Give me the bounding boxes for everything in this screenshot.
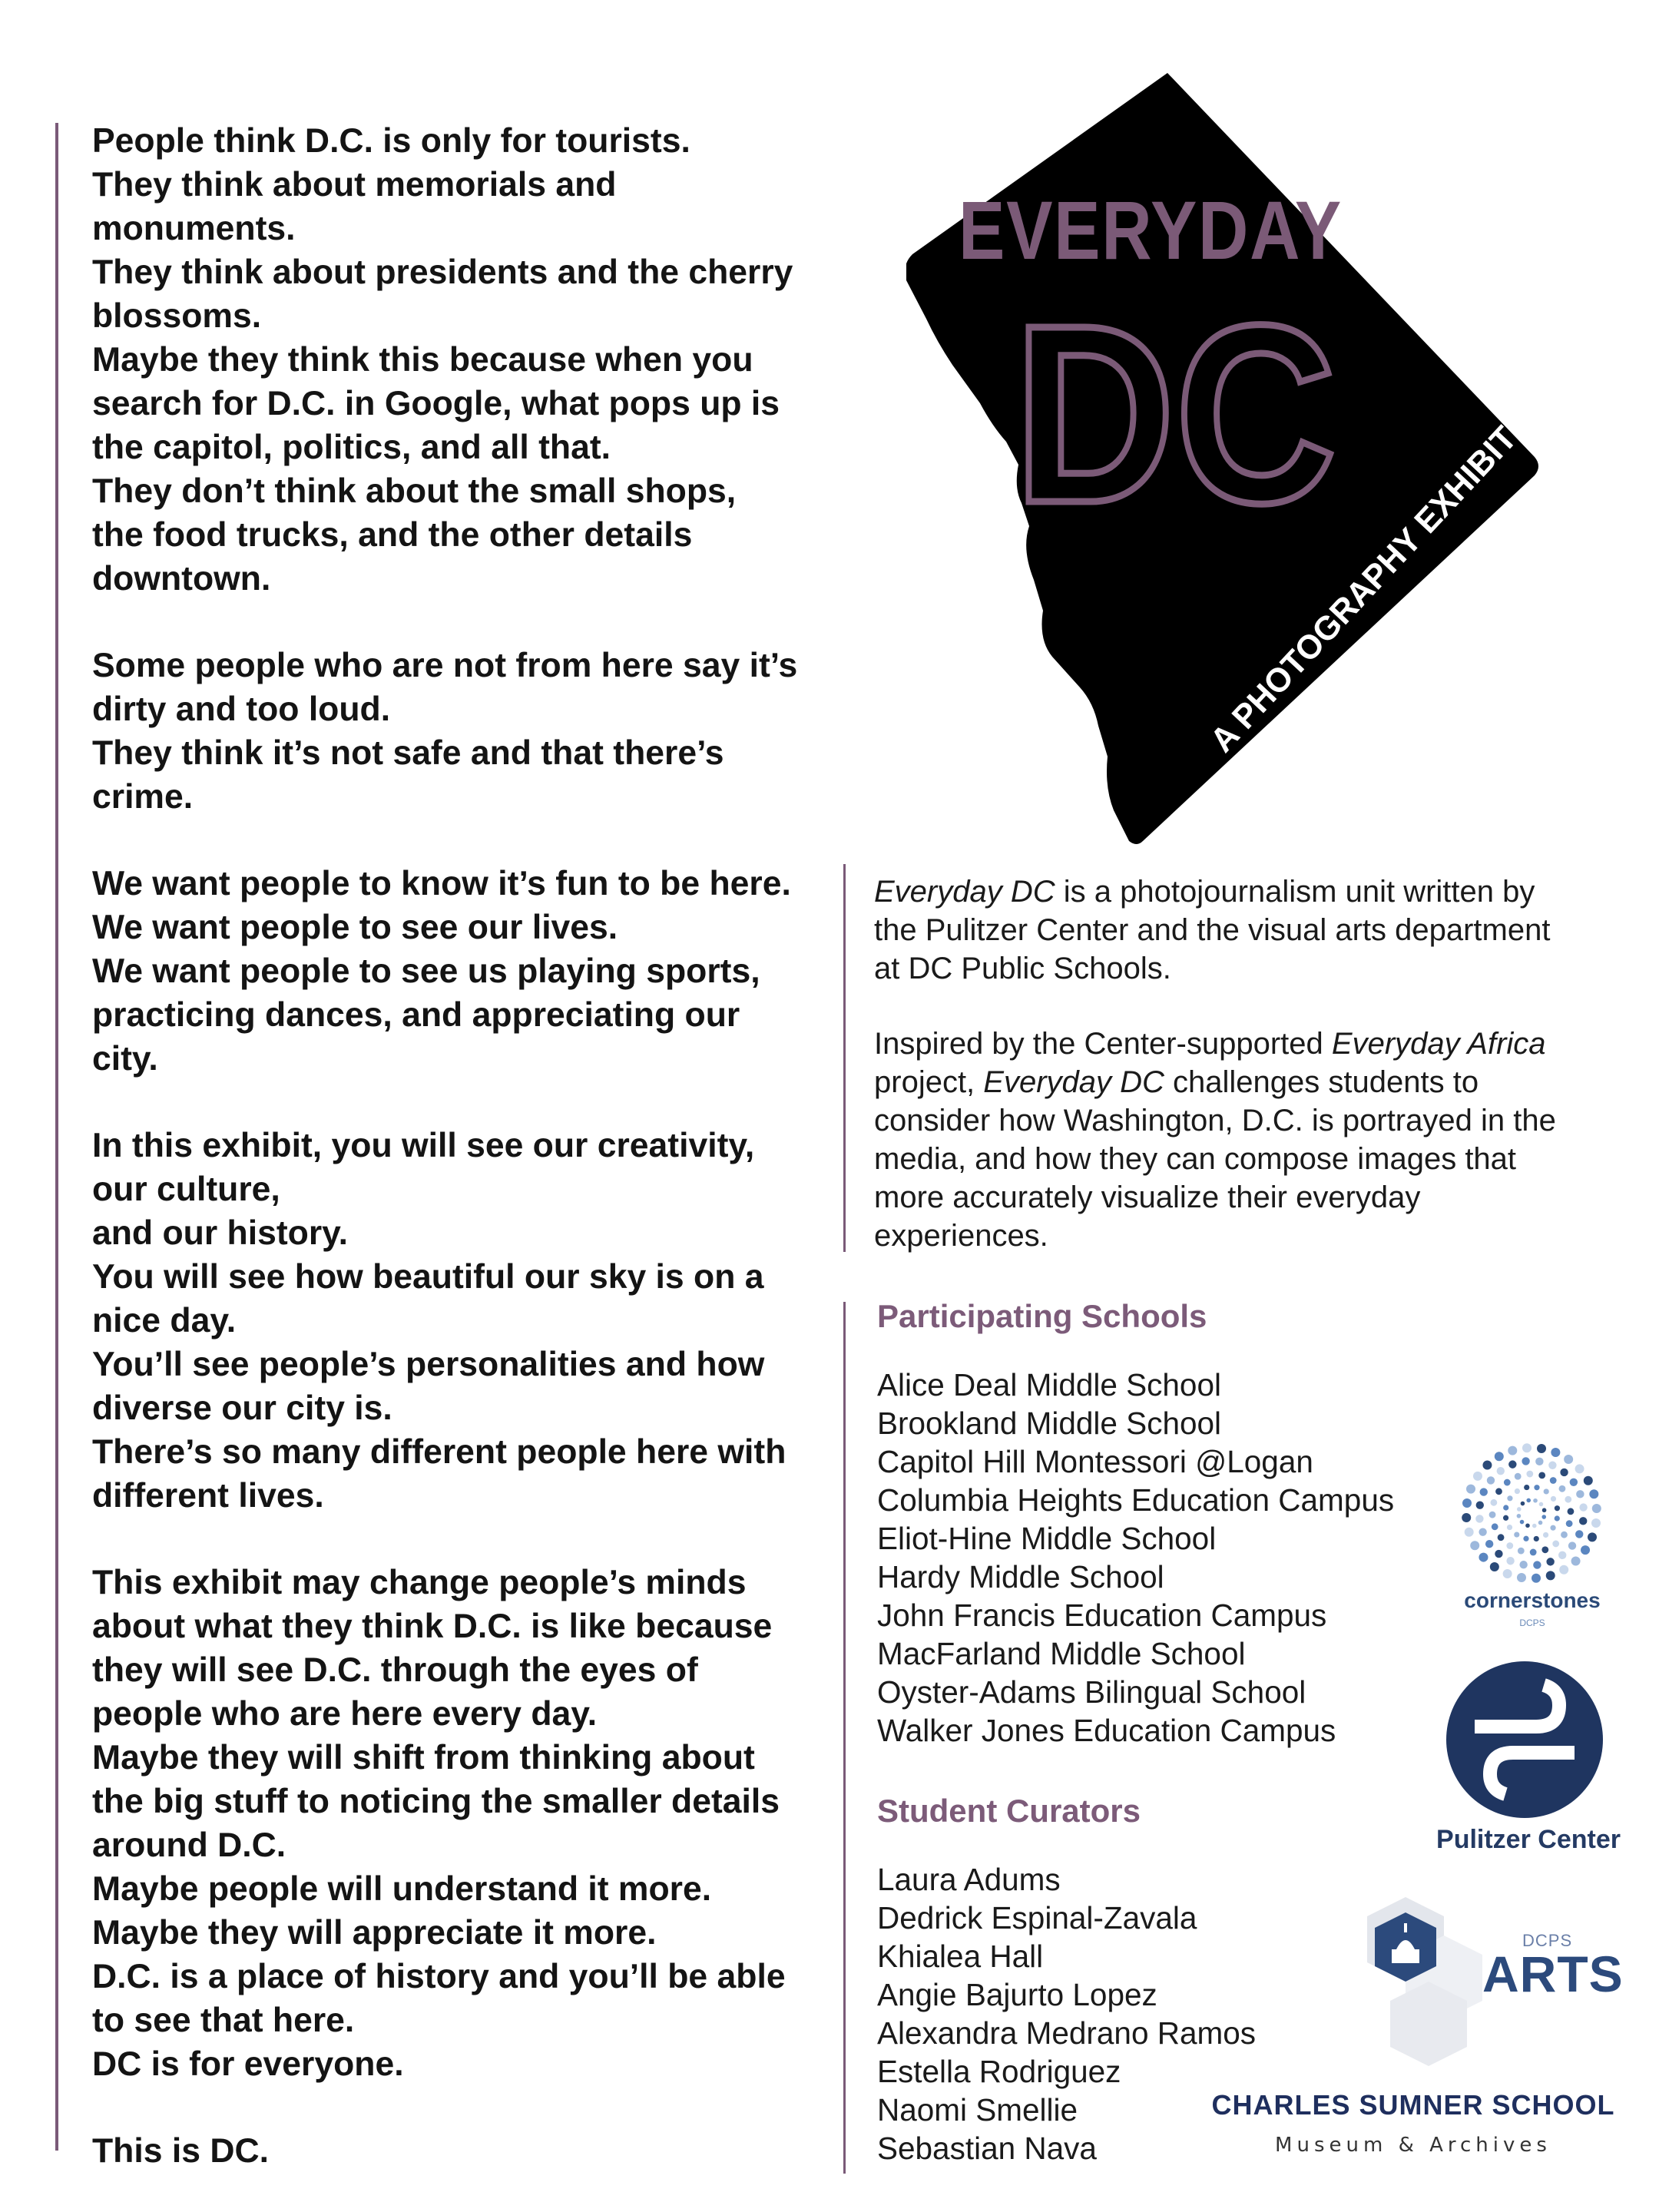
poem-line: to see that here. bbox=[92, 2002, 355, 2039]
poem-line: monuments. bbox=[92, 210, 296, 247]
poem-line: This is DC. bbox=[92, 2132, 269, 2170]
poem-stanza bbox=[92, 2129, 830, 2173]
participating-schools-heading: Participating Schools bbox=[877, 1298, 1207, 1334]
school-list-item: Eliot-Hine Middle School bbox=[877, 1521, 1217, 1556]
schools-list bbox=[877, 1366, 1461, 1750]
curator-list-item: Angie Bajurto Lopez bbox=[877, 1977, 1157, 2012]
poem-line: This exhibit may change people’s minds bbox=[92, 1564, 747, 1601]
pulitzer-center-name: Pulitzer Center bbox=[1436, 1825, 1621, 1854]
poem-line: Some people who are not from here say it’s bbox=[92, 647, 798, 684]
school-list-item: MacFarland Middle School bbox=[877, 1636, 1246, 1671]
poem-line: We want people to see our lives. bbox=[92, 909, 618, 946]
poem-line: downtown. bbox=[92, 560, 271, 598]
right-divider-bottom bbox=[843, 1302, 846, 2174]
poem-line: We want people to see us playing sports, bbox=[92, 952, 760, 990]
school-list-item: Capitol Hill Montessori @Logan bbox=[877, 1444, 1313, 1479]
poem-stanza bbox=[92, 862, 830, 1081]
school-list-item: Walker Jones Education Campus bbox=[877, 1713, 1336, 1748]
poem-line: city. bbox=[92, 1040, 158, 1078]
dcps-small-label: DCPS bbox=[1522, 1931, 1573, 1950]
poem-line: different lives. bbox=[92, 1477, 324, 1515]
poem-line: search for D.C. in Google, what pops up is bbox=[92, 385, 780, 422]
poem-line: the big stuff to noticing the smaller details bbox=[92, 1783, 780, 1820]
curator-list-item: Estella Rodriguez bbox=[877, 2054, 1121, 2089]
curator-list-item: Dedrick Espinal-Zavala bbox=[877, 1900, 1197, 1936]
school-list-item: John Francis Education Campus bbox=[877, 1598, 1327, 1633]
curator-list-item: Laura Adums bbox=[877, 1862, 1061, 1897]
poem-line: Maybe they will appreciate it more. bbox=[92, 1914, 657, 1952]
school-list-item: Alice Deal Middle School bbox=[877, 1367, 1221, 1402]
school-list-item: Columbia Heights Education Campus bbox=[877, 1482, 1395, 1518]
poem-line: they will see D.C. through the eyes of bbox=[92, 1651, 698, 1689]
charles-sumner-school-subtitle: Museum & Archives bbox=[1275, 2134, 1551, 2157]
curator-list-item: Khialea Hall bbox=[877, 1939, 1044, 1974]
curator-list-item: Sebastian Nava bbox=[877, 2131, 1097, 2166]
poem-line: We want people to know it’s fun to be here. bbox=[92, 865, 791, 902]
cornerstones-name: cornerstones bbox=[1464, 1588, 1601, 1612]
logo-tagline: A PHOTOGRAPHY EXHIBIT bbox=[1203, 412, 1530, 760]
description-paragraph-1: Everyday DC is a photojournalism unit written by the Pulitzer Center and the visual arts department at DC Public Schools. bbox=[874, 875, 1551, 985]
poem-line: In this exhibit, you will see our creativity, bbox=[92, 1127, 755, 1164]
cornerstones-logo-icon bbox=[1455, 1436, 1608, 1590]
poem-line: nice day. bbox=[92, 1302, 237, 1339]
school-list-item: Brookland Middle School bbox=[877, 1406, 1222, 1441]
poem-line: about what they think D.C. is like because bbox=[92, 1608, 773, 1645]
poem-line: practicing dances, and appreciating our bbox=[92, 996, 740, 1034]
poem-line: You’ll see people’s personalities and how bbox=[92, 1346, 765, 1383]
poem-line: Maybe people will understand it more. bbox=[92, 1870, 712, 1908]
school-list-item: Oyster-Adams Bilingual School bbox=[877, 1674, 1306, 1710]
description-paragraph-2: Inspired by the Center-supported Everyday Africa project, Everyday DC challenges students to consider how Washington, D.C. is portrayed in the media, and how they can compose images that more accurately visualize their everyday experiences. bbox=[874, 1027, 1556, 1253]
poem-line: They think about memorials and bbox=[92, 166, 617, 204]
poem-line: diverse our city is. bbox=[92, 1389, 392, 1427]
poem-line: people who are here every day. bbox=[92, 1695, 598, 1733]
poem-line: People think D.C. is only for tourists. bbox=[92, 122, 690, 160]
poem-line: D.C. is a place of history and you’ll be able bbox=[92, 1958, 786, 1995]
poem-line: Maybe they will shift from thinking about bbox=[92, 1739, 755, 1777]
poem-line: the food trucks, and the other details bbox=[92, 516, 693, 554]
poem-stanza bbox=[92, 644, 830, 819]
left-divider bbox=[55, 123, 58, 2151]
poem-line: crime. bbox=[92, 778, 194, 816]
poem-line: They think about presidents and the cherry bbox=[92, 253, 793, 291]
logo-word-dc: DC bbox=[1014, 272, 1336, 555]
curator-list-item: Naomi Smellie bbox=[877, 2092, 1078, 2128]
poem-text bbox=[92, 119, 830, 2212]
poem-line: dirty and too loud. bbox=[92, 690, 391, 728]
poem-line: They think it’s not safe and that there’s bbox=[92, 734, 724, 772]
charles-sumner-school-title: CHARLES SUMNER SCHOOL bbox=[1211, 2089, 1615, 2121]
dcps-arts-label: ARTS bbox=[1482, 1945, 1624, 2002]
poem-line: Maybe they think this because when you bbox=[92, 341, 753, 379]
poem-line: DC is for everyone. bbox=[92, 2045, 404, 2083]
poem-line: blossoms. bbox=[92, 297, 262, 335]
poem-line: the capitol, politics, and all that. bbox=[92, 429, 611, 466]
poem-stanza bbox=[92, 119, 830, 601]
cornerstones-sub: DCPS bbox=[1519, 1618, 1545, 1628]
student-curators-heading: Student Curators bbox=[877, 1793, 1141, 1829]
exhibit-description bbox=[874, 873, 1565, 1292]
everyday-dc-logo bbox=[906, 73, 1567, 856]
poem-stanza bbox=[92, 1561, 830, 2086]
poem-stanza bbox=[92, 1124, 830, 1518]
pulitzer-center-logo-icon bbox=[1444, 1659, 1605, 1820]
logo-word-everyday: EVERYDAY bbox=[959, 184, 1343, 276]
poem-line: and our history. bbox=[92, 1214, 348, 1252]
poem-line: There’s so many different people here with bbox=[92, 1433, 786, 1471]
curator-list-item: Alexandra Medrano Ramos bbox=[877, 2015, 1257, 2051]
poem-line: around D.C. bbox=[92, 1826, 286, 1864]
school-list-item: Hardy Middle School bbox=[877, 1559, 1164, 1594]
right-divider-top bbox=[843, 864, 846, 1252]
poem-line: You will see how beautiful our sky is on a bbox=[92, 1258, 764, 1296]
poem-line: They don’t think about the small shops, bbox=[92, 472, 737, 510]
poem-line: our culture, bbox=[92, 1171, 280, 1208]
